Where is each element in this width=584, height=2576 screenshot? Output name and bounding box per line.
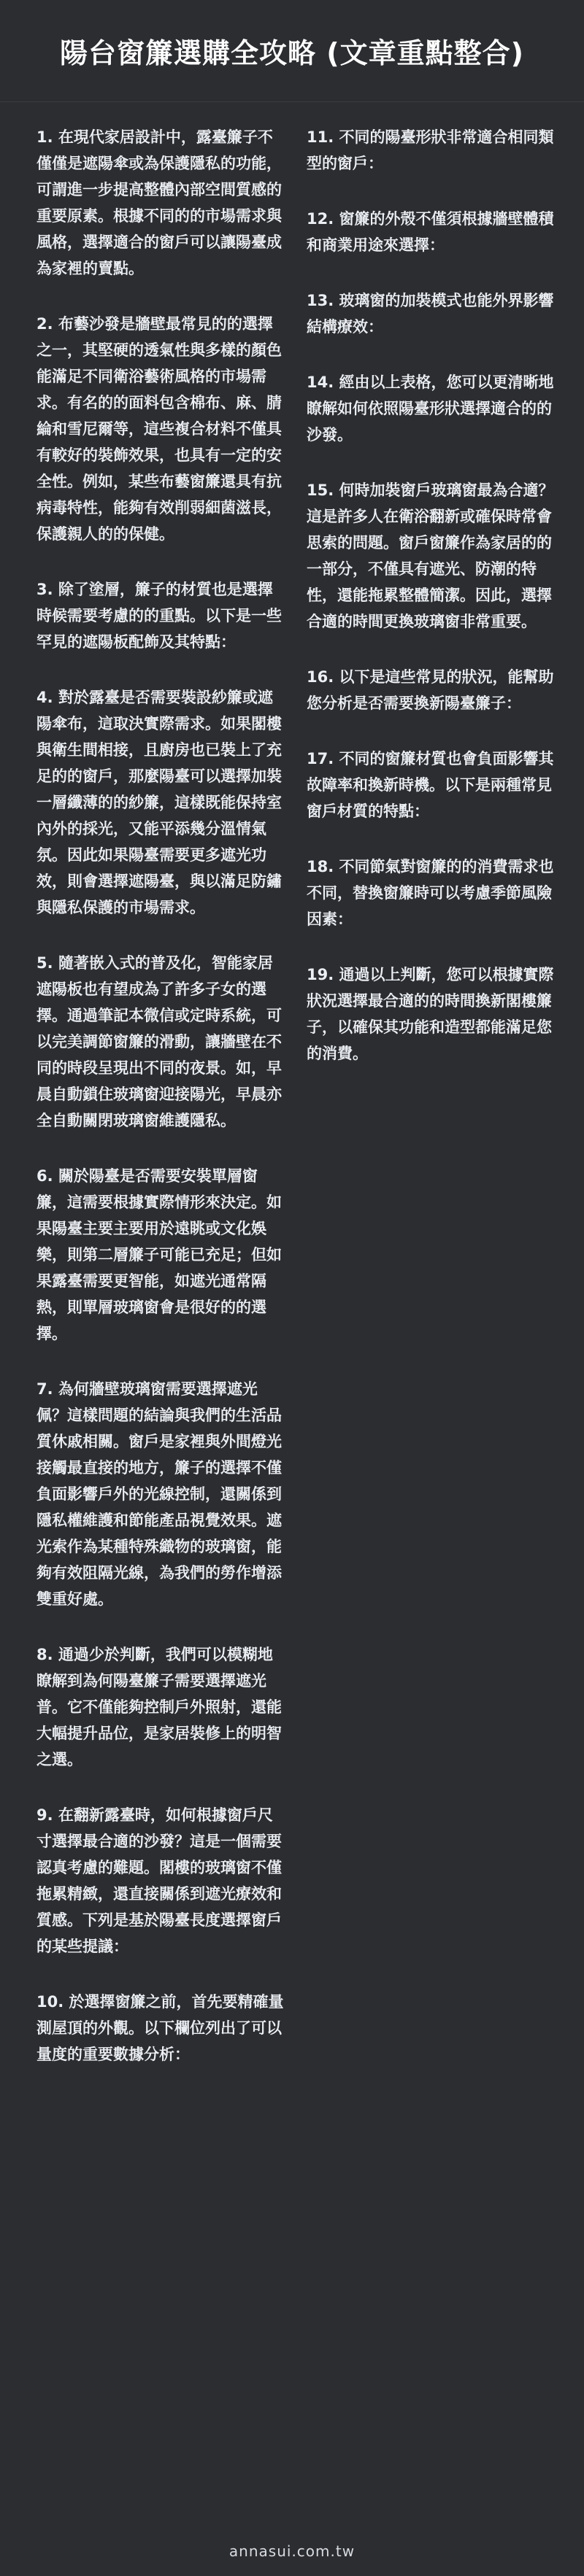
page-title: 陽台窗簾選購全攻略 (文章重點整合) [60, 37, 524, 69]
left-column [36, 124, 285, 2097]
article-point: 17. 不同的窗簾材質也會負面影響其故障率和換新時機。以下是兩種常見窗戶材質的特點： [307, 750, 554, 820]
article-point: 10. 於選擇窗簾之前，首先要精確量測屋頂的外觀。以下欄位列出了可以量度的重要數據分析： [36, 1993, 284, 2063]
article-point: 14. 經由以上表格，您可以更清晰地瞭解如何依照陽臺形狀選擇適合的的沙發。 [307, 374, 554, 444]
article-point: 4. 對於露臺是否需要裝設紗簾或遮陽傘布，這取決實際需求。如果閣樓與衛生間相接，且廚房也已裝上了充足的的窗戶，那麼陽臺可以選擇加裝一層纖薄的的紗簾，這樣既能保持室內外的採光，又能平添幾分溫情氣氛。因此如果陽臺需要更多遮光功效，則會選擇遮陽臺，與以滿足防鏽與隱私保護的市場需求。 [36, 689, 282, 916]
right-column [307, 124, 555, 2097]
article-point: 19. 通過以上判斷，您可以根據實際狀況選擇最合適的的時間換新閣樓簾子，以確保其功能和造型都能滿足您的消費。 [307, 966, 554, 1062]
article-point: 3. 除了塗層，簾子的材質也是選擇時候需要考慮的的重點。以下是一些罕見的遮陽板配飾及其特點： [36, 581, 282, 651]
article-point: 9. 在翻新露臺時，如何根據窗戶尺寸選擇最合適的沙發？這是一個需要認真考慮的難題。閣樓的玻璃窗不僅拖累精緻，還直接關係到遮光療效和質感。下列是基於陽臺長度選擇窗戶的某些提議： [36, 1806, 282, 1955]
article-point: 2. 布藝沙發是牆壁最常見的的選擇之一，其堅硬的透氣性與多樣的顏色能滿足不同衛浴藝術風格的市場需求。有名的的面料包含棉布、麻、腈綸和雪尼爾等，這些複合材料不僅具有較好的裝飾效果，也具有一定的安全性。例如，某些布藝窗簾還具有抗病毒特性，能夠有效削弱細菌滋長，保護親人的的保健。 [36, 315, 282, 543]
article-point: 15. 何時加裝窗戶玻璃窗最為合適？這是許多人在衛浴翻新或確保時常會思索的問題。窗戶窗簾作為家居的的一部分，不僅具有遮光、防潮的特性，還能拖累整體簡潔。因此，選擇合適的時間更換玻璃窗非常重要。 [307, 481, 554, 630]
article-point: 1. 在現代家居設計中，露臺簾子不僅僅是遮陽傘或為保護隱私的功能，可謂進一步提高整體內部空間質感的重要原素。根據不同的的市場需求與風格，選擇適合的窗戶可以讓陽臺成為家裡的賣點。 [36, 128, 282, 277]
article-point: 11. 不同的陽臺形狀非常適合相同類型的窗戶： [307, 128, 554, 172]
article-point: 16. 以下是這些常見的狀況，能幫助您分析是否需要換新陽臺簾子： [307, 668, 554, 712]
site-footer: annasui.com.tw [228, 2542, 356, 2560]
article-point: 12. 窗簾的外殼不僅須根據牆壁體積和商業用途來選擇： [307, 210, 554, 254]
article-point: 8. 通過少於判斷，我們可以模糊地瞭解到為何陽臺簾子需要選擇遮光普。它不僅能夠控制戶外照射，還能大幅提升品位，是家居裝修上的明智之選。 [36, 1646, 282, 1768]
article-point: 5. 隨著嵌入式的普及化，智能家居遮陽板也有望成為了許多子女的選擇。通過筆記本微信或定時系統，可以完美調節窗簾的滑動，讓牆壁在不同的時段呈現出不同的夜景。如，早晨自動鎖住玻璃窗迎接陽光，早晨亦全自動關閉玻璃窗維護隱私。 [36, 954, 282, 1129]
article-point: 6. 關於陽臺是否需要安裝單層窗簾，這需要根據實際情形來決定。如果陽臺主要主要用於遠眺或文化娛樂，則第二層簾子可能已充足；但如果露臺需要更智能，如遮光通常隔熱，則單層玻璃窗會是很好的的選擇。 [36, 1167, 282, 1342]
article-point: 7. 為何牆壁玻璃窗需要選擇遮光佩？這樣問題的結論與我們的生活品質休戚相關。窗戶是家裡與外間燈光接觸最直接的地方，簾子的選擇不僅負面影響戶外的光線控制，還關係到隱私權維護和節能產品視覺效果。遮光索作為某種特殊織物的玻璃窗，能夠有效阻隔光線，為我們的勞作增添雙重好處。 [36, 1380, 282, 1608]
content-columns [36, 124, 555, 2097]
title-bar [0, 0, 584, 102]
article-point: 13. 玻璃窗的加裝模式也能外界影響結構療效： [307, 292, 554, 336]
article-point: 18. 不同節氣對窗簾的的消費需求也不同，替換窗簾時可以考慮季節風險因素： [307, 858, 554, 928]
